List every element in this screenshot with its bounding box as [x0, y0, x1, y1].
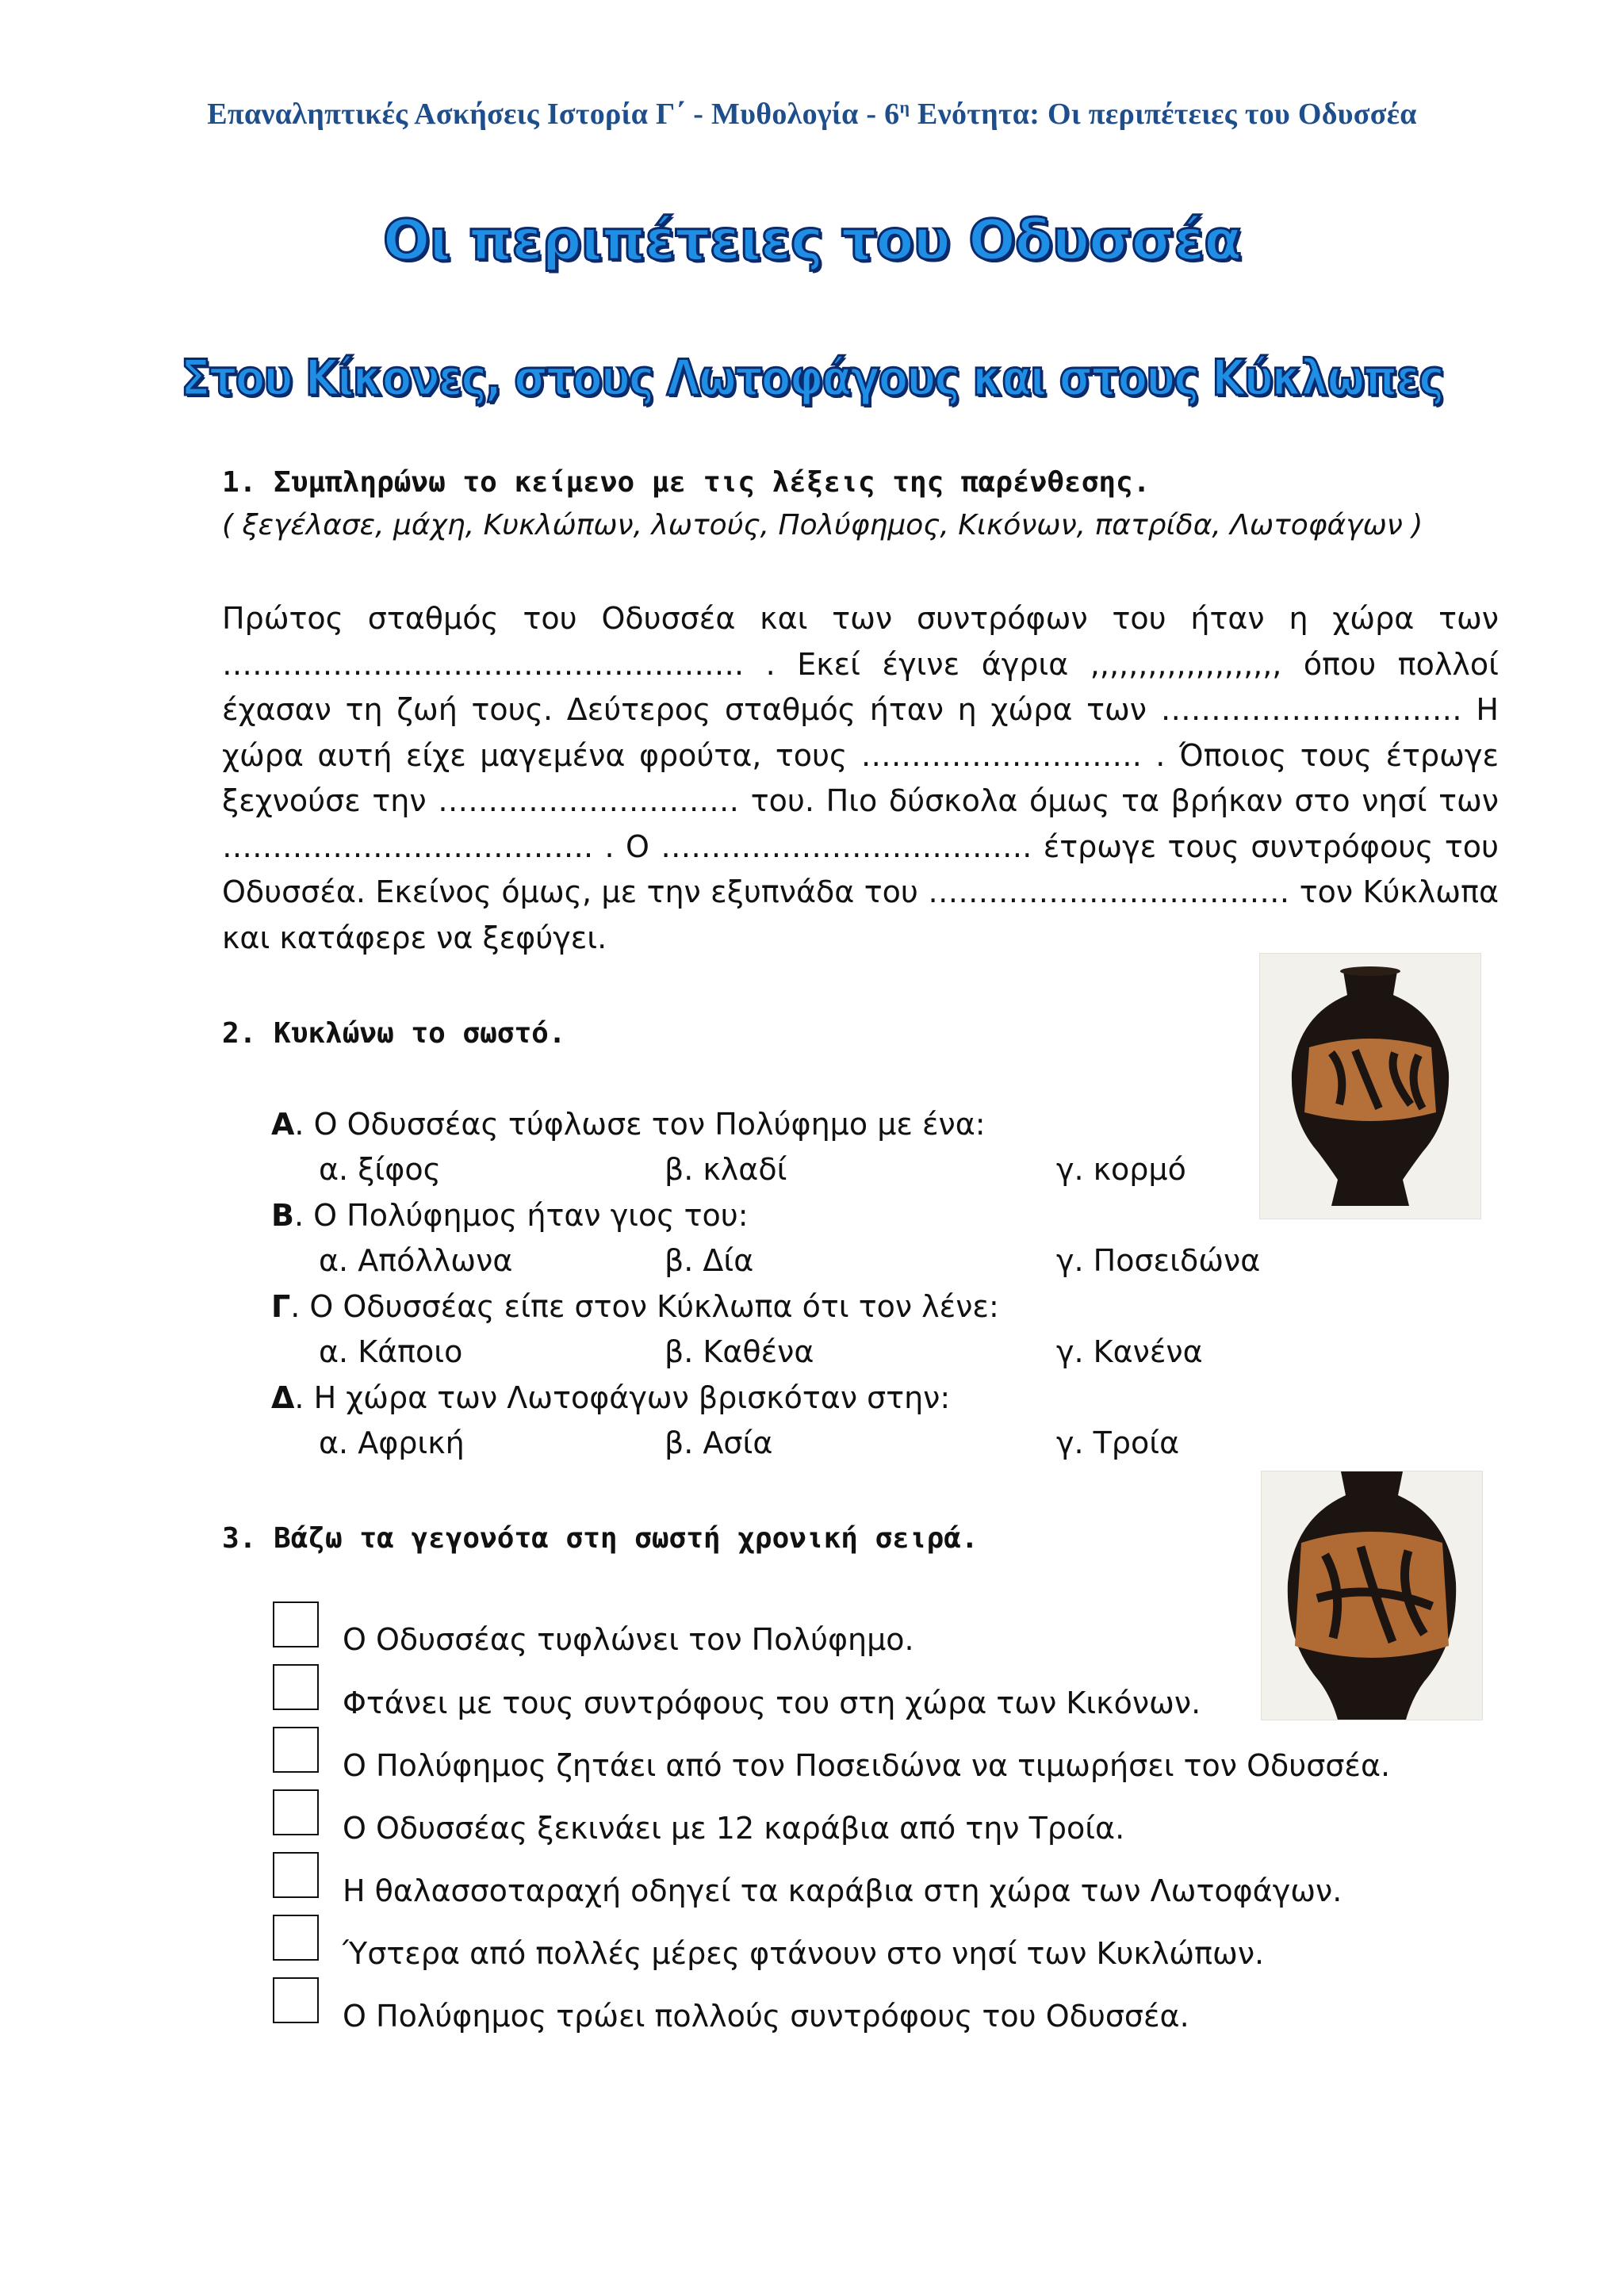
q1-word-bank: ( ξεγέλασε, μάχη, Κυκλώπων, λωτούς, Πολύφημος, Κικόνων, πατρίδα, Λωτοφάγων )	[222, 509, 1423, 541]
q2-letter: Α	[271, 1107, 295, 1142]
order-checkbox[interactable]	[273, 1727, 319, 1773]
q2-option-c[interactable]: γ. Τροία	[1056, 1425, 1180, 1460]
q2-question-text: . Ο Πολύφημος ήταν γιος του:	[293, 1198, 749, 1233]
q2-option-c[interactable]: γ. Ποσειδώνα	[1056, 1243, 1261, 1278]
q2-option-b[interactable]: β. Ασία	[665, 1425, 773, 1460]
event-item: Φτάνει με τους συντρόφους του στη χώρα των Κικόνων.	[343, 1686, 1201, 1720]
q3-heading: 3. Βάζω τα γεγονότα στη σωστή χρονική σειρά.	[222, 1522, 979, 1555]
event-item: Ο Πολύφημος ζητάει από τον Ποσειδώνα να τιμωρήσει τον Οδυσσέα.	[343, 1748, 1391, 1783]
event-item: Η θαλασσοταραχή οδηγεί τα καράβια στη χώρα των Λωτοφάγων.	[343, 1873, 1342, 1908]
q2-letter: Δ	[271, 1380, 295, 1415]
order-checkbox[interactable]	[273, 1601, 319, 1647]
vase-image	[1259, 953, 1481, 1219]
event-item: Ο Οδυσσέας ξεκινάει με 12 καράβια από την Τροία.	[343, 1811, 1125, 1846]
order-checkbox[interactable]	[273, 1789, 319, 1835]
q2-question	[271, 1198, 749, 1233]
order-checkbox[interactable]	[273, 1977, 319, 2023]
q2-question-text: . Ο Οδυσσέας τύφλωσε τον Πολύφημο με ένα:	[294, 1107, 986, 1142]
header-superscript: η	[899, 97, 910, 117]
q2-question-text: . Η χώρα των Λωτοφάγων βρισκόταν στην:	[294, 1380, 951, 1415]
header-text-after: Ενότητα: Οι περιπέτειες του Οδυσσέα	[910, 98, 1417, 131]
q2-option-b[interactable]: β. κλαδί	[665, 1152, 787, 1187]
q2-option-b[interactable]: β. Δία	[665, 1243, 754, 1278]
event-item: Ο Πολύφημος τρώει πολλούς συντρόφους του Οδυσσέα.	[343, 1999, 1189, 2034]
q2-option-a[interactable]: α. Κάποιο	[319, 1334, 463, 1369]
q2-letter: Γ	[271, 1289, 291, 1324]
order-checkbox[interactable]	[273, 1915, 319, 1961]
worksheet-subtitle: Στου Κίκονες, στους Λωτοφάγους και στους Κύκλωπες	[181, 349, 1443, 407]
q2-question	[271, 1107, 986, 1142]
q2-option-b[interactable]: β. Καθένα	[665, 1334, 814, 1369]
q2-option-c[interactable]: γ. Κανένα	[1056, 1334, 1203, 1369]
vase-image	[1261, 1471, 1483, 1720]
header-text-before: Επαναληπτικές Ασκήσεις Ιστορία Γ΄ - Μυθολογία - 6	[207, 98, 900, 131]
q1-heading: 1. Συμπληρώνω το κείμενο με τις λέξεις της παρένθεσης.	[222, 466, 1151, 499]
q2-option-c[interactable]: γ. κορμό	[1056, 1152, 1186, 1187]
q2-question	[271, 1380, 950, 1415]
event-item: Ύστερα από πολλές μέρες φτάνουν στο νησί των Κυκλώπων.	[343, 1936, 1265, 1971]
q1-passage: Πρώτος σταθμός του Οδυσσέα και των συντρόφων του ήταν η χώρα των ……………………………………………. . Εκεί έγινε άγρια ,,,,,,,,,,,,,,,,,,,, όπου πολλοί έχασαν τη ζωή τους. Δεύτερος σταθμός ήταν η χώρα των ………………………… Η χώρα αυτή είχε μαγεμένα φρούτα, τους ………………………. . Όποιος τους έτρωγε ξεχνούσε την ………………………… του. Πιο δύσκολα όμως τα βρήκαν στο νησί των ………………………………. . Ο ………………………………. έτρωγε τους συντρόφους του Οδυσσέα. Εκείνος όμως, με την εξυπνάδα του ……………………………… τον Κύκλωπα και κατάφερε να ξεφύγει.	[222, 601, 1499, 955]
q2-heading: 2. Κυκλώνω το σωστό.	[222, 1017, 566, 1050]
q2-letter: Β	[271, 1198, 294, 1233]
q2-question	[271, 1289, 999, 1324]
page-header	[0, 97, 1624, 132]
order-checkbox[interactable]	[273, 1852, 319, 1898]
q2-option-a[interactable]: α. ξίφος	[319, 1152, 441, 1187]
order-checkbox[interactable]	[273, 1664, 319, 1710]
q2-option-a[interactable]: α. Αφρική	[319, 1425, 465, 1460]
event-item: Ο Οδυσσέας τυφλώνει τον Πολύφημο.	[343, 1622, 914, 1657]
q2-option-a[interactable]: α. Απόλλωνα	[319, 1243, 513, 1278]
worksheet-title: Οι περιπέτειες του Οδυσσέα	[382, 208, 1242, 273]
q2-question-text: . Ο Οδυσσέας είπε στον Κύκλωπα ότι τον λένε:	[290, 1289, 999, 1324]
